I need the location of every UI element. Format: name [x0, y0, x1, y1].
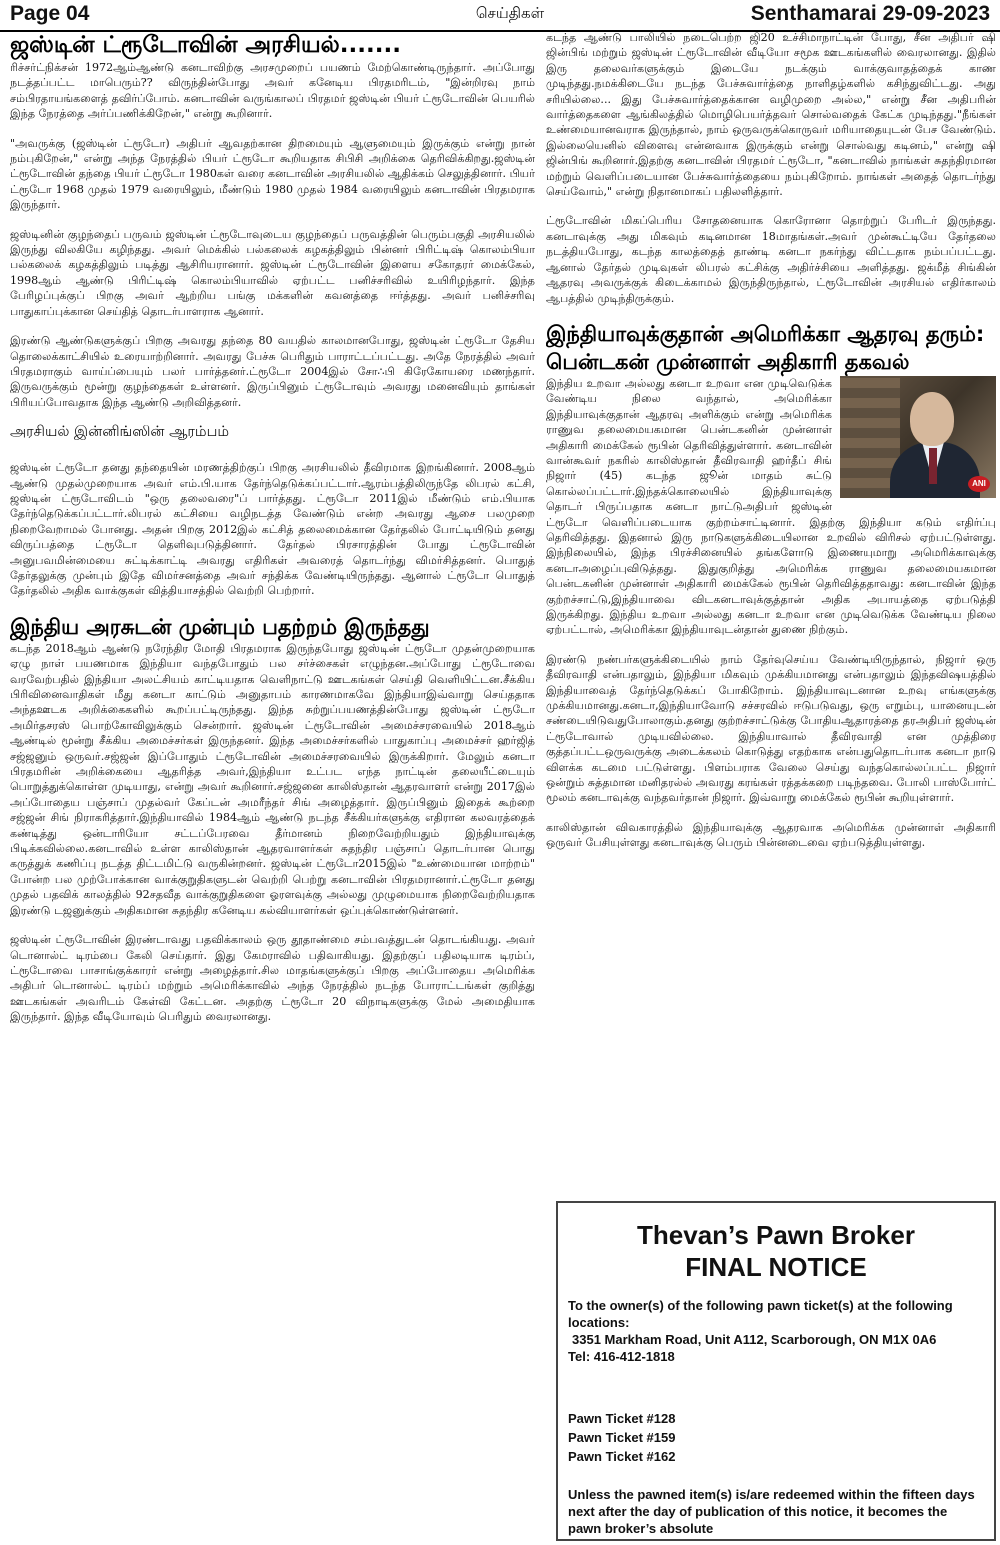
left-column — [10, 30, 535, 1540]
person-head — [910, 392, 954, 446]
ticket-list — [568, 1409, 984, 1466]
section-label: செய்திகள் — [475, 4, 545, 22]
right-column — [546, 30, 996, 1225]
section-subheading: அரசியல் இன்னிங்ஸின் ஆரம்பம் — [10, 424, 230, 441]
ani-logo: ANI — [968, 476, 990, 492]
ticket-item: Pawn Ticket #128 — [568, 1411, 676, 1426]
article-headline: இந்தியாவுக்குதான் அமெரிக்கா ஆதரவு தரும்: பென்டகன் முன்னாள் அதிகாரி தகவல் — [546, 321, 985, 374]
news-photo — [840, 376, 996, 498]
article-paragraph: ரிச்சர்ட்நிக்சன் 1972ஆம்ஆண்டு கனடாவிற்கு அரசமுறைப் பயணம் மேற்கொண்டிருந்தார். அப்போது நடத்தப்பட்ட மாபெரும்?? விருந்தின்போது அவர் கனேடிய பிரதமரிடம், "இன்றிரவு நாம் சம்பிரதாயங்களைத் தவிர்ப்போம். கனடாவின் வருங்காலப் பிரதமர் ஜஸ்டின் பியர் ட்ரூடோவின் பெயரில் இந்த நேரத்தை அர்ப்பணிக்கிறேன்," என்று கூறினார். — [10, 61, 535, 121]
article-paragraph: ஜஸ்டின் ட்ரூடோ தனது தந்தையின் மரணத்திற்குப் பிறகு அரசியலில் தீவிரமாக இறங்கினார். 2008ஆம் ஆண்டு முதல்முறையாக அவர் எம்.பி.யாக தேர்ந்தெடுக்கப்பட்டார்.ஆரம்பத்திலிருந்தே லிபரல் கட்சி, ஜஸ்டின் ட்ரூடோவிடம் "ஒரு தலைவரை"ப் பார்த்தது. ட்ரூடோ 2011இல் மீண்டும் எம்.பியாக தேர்ந்தெடுக்கப்பட்டார்.லிபரல் கட்சியை வழிநடத்த வேண்டும் என்ற அவரது ஆசை பலமுறை நிறைவேறாமல் போனது. அதன் பிறகு 2012இல் கட்சித் தலைமைக்கான தேர்தலில் போட்டியிடும் தனது விருப்பத்தை ட்ரூடோ தெளிவுபடுத்தினார். தேர்தல் பிரசாரத்தின் போது ட்ரூடோவின் அனுபவமின்மையை சுட்டிக்காட்டி அவரது எதிரிகள் அவரைத் தொடர்ந்து விமர்சித்தனர். பொதுத் தேர்தலுக்கு முன்பும் இதே விமர்சனத்தை அவர் சந்திக்க வேண்டியிருந்தது. ஆனால் ட்ரூடோ பொதுத் தேர்தலில் அதிக வாக்குகள் வித்தியாசத்தில் வெற்றி பெற்றார். — [10, 461, 535, 598]
notice-subtitle: FINAL NOTICE — [685, 1252, 867, 1282]
page-header — [0, 0, 1000, 32]
article-paragraph: ஜஸ்டினின் குழந்தைப் பருவம் ஜஸ்டின் ட்ரூடோவுடைய குழந்தைப் பருவத்தின் பெரும்பகுதி அரசியலில் இருந்து விலகியே கழிந்தது. அவர் மெக்கில் பல்கலைக் கழகத்திலும் பின்னர் பிரிட்டிஷ் கொலம்பியா பல்கலைக் கழகத்திலும் படித்து ஆசிரியரானார். ஜஸ்டின் ட்ரூடோவின் இளைய சகோதரர் மைக்கேல், 1998ஆம் ஆண்டு பிரிட்டிஷ் கொலம்பியாவில் ஏற்பட்ட பனிச்சரிவில் உயிரிழந்தார். இந்த பேரிழப்புக்குப் பிறகு அவர் ஆற்றிய பங்கு மக்களின் கவனத்தை ஈர்த்தது. அவர் பனிச்சரிவு பாதுகாப்புக்கான செய்தித் தொடர்பாளராக ஆனார். — [10, 227, 535, 318]
article-paragraph: "அவருக்கு (ஜஸ்டின் ட்ரூடோ) அதிபர் ஆவதற்கான திறமையும் ஆளுமையும் இருக்கும் என்று நான் நம்புகிறேன்," என்று அந்த நேரத்தில் பியர் ட்ரூடோ கூறியதாக சிபிசி அறிக்கை தெரிவிக்கிறது.ஜஸ்டின் ட்ரூடோவின் தந்தை பியர் ட்ரூடோ 1980கள் வரை கனடாவின் அரசியலில் ஆதிக்கம் செலுத்தினார். பியர் ட்ரூடோ 1968 முதல் 1979 வரையிலும், மீண்டும் 1980 முதல் 1984 வரையிலும் கனடாவின் பிரதமராக இருந்தார். — [10, 136, 535, 212]
article-paragraph: ஜஸ்டின் ட்ரூடோவின் இரண்டாவது பதவிக்காலம் ஒரு தூதாண்மை சம்பவத்துடன் தொடங்கியது. அவர் டொனால்ட் டிரம்பை கேலி செய்தார். இது கேமராவில் பதிவாகியது. இதற்குப் பதிலடியாக டிரம்ப், ட்ரூடோவை பாசாங்குக்காரர் என்று அழைத்தார்.சில மாதங்களுக்குப் பிறகு அப்போதைய அமெரிக்க அதிபர் டொனால்ட் டிரம்ப் மற்றும் அமெரிக்காவில் அந்த நேரத்தில் நடந்த போராட்டங்கள் குறித்து ஊடகங்கள் அவரிடம் கேள்வி கேட்டன. அதற்கு ட்ரூடோ 20 விநாடிகளுக்கு மேல் அமைதியாக இருந்தார். இந்த வீடியோவும் பெரிதும் வைரலானது. — [10, 933, 535, 1024]
publication-date: Senthamarai 29-09-2023 — [750, 2, 990, 25]
ticket-item: Pawn Ticket #162 — [568, 1449, 676, 1464]
article-paragraph: கடந்த 2018ஆம் ஆண்டு நரேந்திர மோதி பிரதமராக இருந்தபோது ஜஸ்டின் ட்ரூடோ முதன்முறையாக ஏழு நாள் பயணமாக இந்தியா வந்தபோதும் பல சர்ச்சைகள் எழுந்தன.அப்போது ட்ரூடோவை வரவேற்பதில் இந்தியா அலட்சியம் காட்டியதாக வெளிநாட்டு ஊடகங்கள் செய்தி வெளியிட்டன.சீக்கிய பிரிவினைவாதிகள் மீது கனடா காட்டும் அனுதாபம் காரணமாகவே இந்தியாஇவ்வாறு செய்ததாக அந்தஊடக அறிக்கைகளில் கூறப்பட்டிருந்தது. இந்த சுற்றுப்பயணத்தின்போது ஜஸ்டின் ட்ரூடோ அமிர்தசரஸ் பொற்கோவிலுக்கும் சென்றார். ஜஸ்டின் ட்ரூடோவின் அமைச்சரவையில் 2018ஆம் ஆண்டில் மூன்று சீக்கிய அமைச்சர்கள் இருந்தனர். இந்த அமைச்சர்களில் பாதுகாப்பு அமைச்சர் ஹர்ஜித் சஜ்ஜனும் ஒருவர்.சஜ்ஜன் இப்போதும் ட்ரூடோவின் அமைச்சரவையில் இருக்கிறார். மேலும் கனடா பிரதமரின் அறிக்கையை ஆதரித்த அவர்,இந்தியா உட்பட எந்த நாட்டின் தலையீட்டையும் பொறுத்துக்கொள்ள முடியாது, என்று அவர் கூறினார்.சஜ்ஜனை காலிஸ்தான் ஆதரவாளர் என்று 2017இல் அப்போதைய பஞ்சாப் முதல்வர் கேப்டன் அமரீந்தர் சிங் அழைத்தார். இருப்பினும் இதைக் கூற்றை சஜ்ஜன் சிங் நிராகரித்தார்.இந்தியாவில் 1984ஆம் ஆண்டு நடந்த சீக்கியர்களுக்கு எதிரான கலவரத்தைக் கண்டித்து ஒன்டாரியோ சட்டப்பேரவை தீர்மானம் நிறைவேற்றியதும் இந்தியாவுக்கு பிடிக்கவில்லை.கனடாவில் உள்ள காலிஸ்தான் ஆதரவாளர்கள் சுதந்திர பஞ்சாப் தொடர்பான பொது கருத்துக் கணிப்பு நடத்த திட்டமிட்டு வருகின்றனர். ஜஸ்டின் ட்ரூடோ2015இல் "உண்மையான மாற்றம்" போன்ற பல முற்போக்கான வாக்குறுதிகளுடன் வெற்றி பெற்று கனடாவின் பிரதமரானார்.ட்ரூடோ தனது முதல் பதவிக் காலத்தில் 92சதவீத வாக்குறுதிகளை ஓரளவுக்கு அல்லது முழுமையாக நிறைவேற்றியதாக இரண்டு டஜனுக்கும் அதிகமான சுதந்திர கனேடிய கல்வியாளர்கள் ஒப்புக்கொண்டுள்ளனர். — [10, 641, 535, 917]
person-tie — [929, 448, 937, 484]
article-paragraph: இந்திய உறவா அல்லது கனடா உறவா என முடிவெடுக்க வேண்டிய நிலை வந்தால், அமெரிக்கா இந்தியாவுக்குதான் ஆதரவு அளிக்கும் என்று அமெரிக்க ராணுவ தலைமையகமான பென்டகனின் முன்னாள் அதிகாரி மைக்கேல் ரூபின் தெரிவித்துள்ளார். கனடாவின் வான்கூவர் நகரில் காலிஸ்தான் தீவிரவாதி ஹர்தீப் சிங் நிஜார் (45) கடந்த ஜூன் மாதம் சுட்டு கொல்லப்பட்டார்.இந்தக்கொலையில் இந்தியாவுக்கு தொடர் பிருப்பதாக கனடா நாட்டுஅதிபர் ஜஸ்டின் ட்ரூடோ வெளிப்படையாக குற்றம்சாட்டினார். இதற்கு இந்தியா கடும் எதிர்ப்பு தெரிவித்தது. இதனால் இரு நாடுகளுக்கிடையிலான உறவில் விரிசல் ஏற்பட்டுள்ளது. இந்நிலையில், இந்த பிரச்சினையில் தங்களோடு இணையுமாறு அமெரிக்காவுக்கு கனடாஅழைப்புவிடுத்தது. இதுகுறித்து அமெரிக்க ராணுவ தலைமையகமான பென்டகனின் முன்னாள் அதிகாரி மைக்கேல் ரூபின் தெரிவித்ததாவது: கனடாவின் இந்த குற்றச்சாட்டு,இந்தியாவை விடகனடாவுக்குத்தான் அதிக அபாயத்தை ஏற்படுத்தி இருக்கிறது. இந்திய உறவா அல்லது கனடா உறவா என முடிவெடுக்க வேண்டிய நிலை ஏற்பட்டால், அமெரிக்கா இந்தியாவுடன்தான் துணை நிற்கும். — [546, 376, 996, 637]
article-paragraph: இரண்டு ஆண்டுகளுக்குப் பிறகு அவரது தந்தை 80 வயதில் காலமானபோது, ஜஸ்டின் ட்ரூடோ தேசிய தொலைக்காட்சியில் உரையாற்றினார். அவரது பேச்சு பெரிதும் பாராட்டப்பட்டது. அதே நேரத்தில் அவர் பிரதமராகும் வாய்ப்பையும் பலர் பார்த்தனர்.ட்ரூடோ 2004இல் சோ∴பி கிரேகோயரை மணந்தார். இருவருக்கும் மூன்று குழந்தைகள் உள்ளனர். இருப்பினும் ட்ரூடோவும் அவரது மனைவியும் தாங்கள் பிரியப்போவதாக இந்த ஆண்டு அறிவித்தனர். — [10, 334, 535, 409]
article-title: ஜஸ்டின் ட்ரூடோவின் அரசியல்....... — [10, 32, 401, 58]
notice-intro: To the owner(s) of the following pawn ticket(s) at the following locations: — [568, 1298, 953, 1330]
article-paragraph: இரண்டு நண்பர்களுக்கிடையில் நாம் தேர்வுசெய்ய வேண்டியிருந்தால், நிஜார் ஒரு தீவிரவாதி என்பதாலும், இந்தியா மிகவும் முக்கியமானது என்பதாலும் இந்தவிஷயத்தில் இந்தியாவைத் தேர்ந்தெடுக்கப் போகிறோம். இந்தியாவுடனான உறவு எங்களுக்கு முக்கியமானது.கனடா,இந்தியாவோடு சச்சரவில் ஈடுபடுவது, ஒரு எறும்பு, யானையுடன் சண்டையிடுவதுபோலாகும்.தனது குற்றச்சாட்டுக்கு போதியஆதாரத்தை தரஅதிபர் ஜஸ்டின் ட்ரூடோவால் முடியவில்லை. இந்தியாவால் தீவிரவாதி என முத்திரை குத்தப்பட்டஒருவருக்கு அடைக்கலம் கொடுத்து எதற்காக என்பதுதொடர்பாக கனடா நாடு விளக்க கடமை பட்டுள்ளது. பிளம்பராக வேலை செய்து வந்தகொல்லப்பட்ட நிஜார் ஒன்றும் சுத்தமான மனிதரல்ல் அவரது கரங்கள் ரத்தக்கறை படிந்தவை. போலி பாஸ்போர்ட் மூலம் கனடாவுக்கு வந்தவர்தான் நிஜார். இவ்வாறு மைக்கேல் ரூபின் கூறியுள்ளார். — [546, 652, 996, 805]
ticket-item: Pawn Ticket #159 — [568, 1430, 676, 1445]
notice-phone: Tel: 416-412-1818 — [568, 1349, 675, 1364]
notice-footer: Unless the pawned item(s) is/are redeemed within the fifteen days next after the day of publication of this notice, it becomes the pawn broker’s absolute — [568, 1487, 975, 1536]
article-paragraph: ட்ரூடோவின் மிகப்பெரிய சோதனையாக கொரோனா தொற்றுப் பேரிடர் இருந்தது. கனடாவுக்கு அது மிகவும் கடினமான 18மாதங்கள்.அவர் முன்கூட்டியே தேர்தலை நடத்தியபோது, கடந்த காலத்தைத் தாண்டி கனடா நகர்ந்து விட்டதாக நம்பப்பட்டது. ஆனால் தேர்தல் முடிவுகள் லிபரல் கட்சிக்கு அதிர்ச்சியை அளித்தது. ஜக்மீத் சிங்கின் ஆதரவு அவருக்குக் கிடைக்காமல் இருந்திருந்தால், ட்ரூடோவின் அரசியல் எதிர்காலம் ஆபத்தில் முடிந்திருக்கும். — [546, 214, 996, 305]
section-heading: இந்திய அரசுடன் முன்பும் பதற்றம் இருந்தது — [10, 614, 430, 639]
pawn-notice-ad — [556, 1201, 996, 1541]
notice-address: 3351 Markham Road, Unit A112, Scarborough, ON M1X 0A6 — [572, 1332, 937, 1347]
notice-title: Thevan’s Pawn Broker — [637, 1220, 915, 1250]
article-paragraph: காலிஸ்தான் விவகாரத்தில் இந்தியாவுக்கு ஆதரவாக அமெரிக்க முன்னாள் அதிகாரி ஒருவர் பேசியுள்ளது கனடாவுக்கு பெரும் பின்னடைவை ஏற்படுத்தியுள்ளது. — [546, 820, 996, 850]
article-paragraph: கடந்த ஆண்டு பாலியில் நடைபெற்ற ஜி20 உச்சிமாநாட்டின் போது, சீன அதிபர் ஷி ஜின்பிங் மற்றும் ஜஸ்டின் ட்ரூடோவின் வீடியோ சமூக ஊடகங்களில் வைரலானது. இதில் இரு தலைவர்களுக்கும் இடையே நடக்கும் வாக்குவாதத்தைக் காண முடிந்தது.நமக்கிடையே நடந்த பேச்சுவார்த்தை நாளிதழ்களில் கசிந்துவிட்டது. அது சரியில்லை... இது பேச்சுவார்த்தைக்கான வழிமுறை அல்ல," என்று சீன அதிபரின் வார்த்தைகளை ஆங்கிலத்தில் மொழிபெயர்த்தவர் சொல்வதைக் கேட்க முடிந்தது."நீங்கள் உண்மையானவராக இருந்தால், நாம் ஒருவருக்கொருவர் மரியாதையுடன் பேச வேண்டும். இல்லையெனில் விளைவு என்னவாக இருக்கும் என்று சொல்வது கடினம்," என்று ஷி ஜின்பிங் கூறினார்.இதற்கு கனடாவின் பிரதமர் ட்ரூடோ, "கனடாவில் நாங்கள் சுதந்திரமான மற்றும் வெளிப்படையான பேச்சுவார்த்தையை நம்புகிறோம். நாங்கள் அதைத் தொடர்ந்து செய்வோம்," என்று நிதானமாகப் பதிலளித்தார். — [546, 31, 996, 199]
page-number: Page 04 — [10, 2, 90, 25]
